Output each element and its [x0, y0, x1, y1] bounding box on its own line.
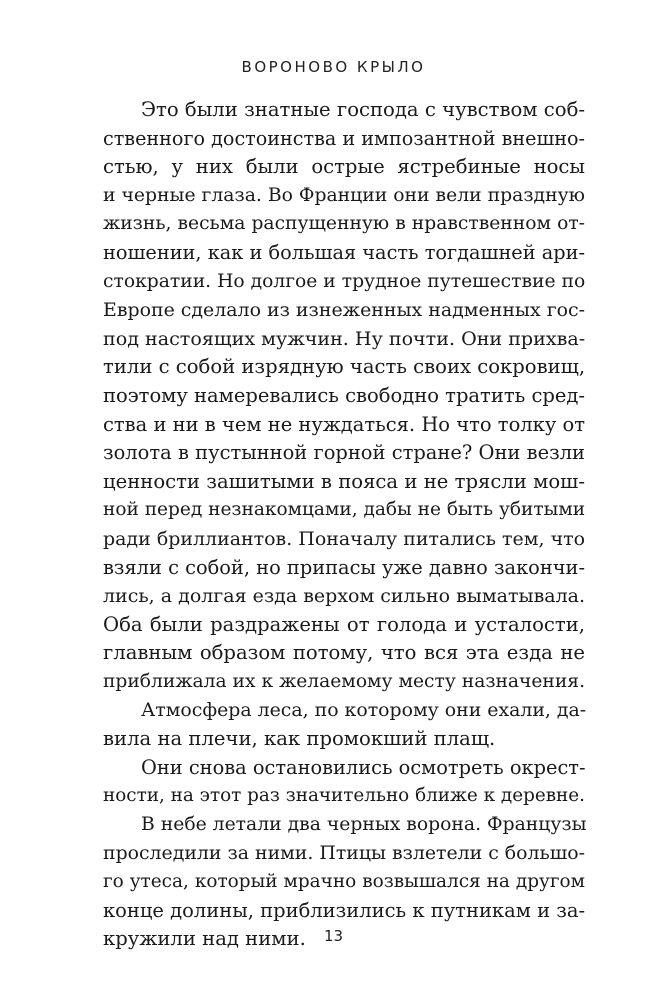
text-line: жизнь, весьма распущенную в нравственном от- — [103, 213, 585, 235]
text-line: взяли с собой, но припасы уже давно закончи- — [103, 555, 585, 579]
text-line: вила на плечи, как промокший плащ. — [103, 727, 496, 751]
text-line: лись, а долгая езда верхом сильно выматывала. — [103, 585, 585, 608]
text-line: ношении, как и большая часть тогдашней ари- — [103, 240, 585, 264]
text-line: Европе сделало из изнеженных надменных гос- — [103, 299, 585, 322]
text-line: ства и ни в чем не нуждаться. Но что толку от — [103, 412, 585, 436]
text-line: проследили за ними. Птицы взлетели с большо- — [103, 842, 585, 865]
text-line: ственного достоинства и импозантной внешно- — [103, 126, 585, 150]
text-line: золота в пустынной горной стране? Они везли — [103, 441, 585, 465]
text-line: ценности зашитыми в пояса и не трясли мош- — [103, 469, 585, 493]
body-text — [103, 96, 585, 954]
text-line: Оба были раздражены от голода и усталости, — [103, 612, 585, 636]
text-line: главным образом потому, что вся эта езда не — [103, 641, 585, 665]
page-number: 13 — [323, 927, 344, 945]
text-line: В небе летали два черных ворона. Французы — [141, 813, 587, 835]
text-line: тили с собой изрядную часть своих сокровищ, — [103, 355, 586, 379]
running-head: ВОРОНОВО КРЫЛО — [241, 58, 426, 76]
text-line: ности, на этот раз значительно ближе к деревне. — [103, 785, 585, 807]
text-line: под настоящих мужчин. Ну почти. Они прихва- — [103, 327, 586, 350]
text-line: Это были знатные господа с чувством соб- — [141, 98, 585, 121]
text-line: ной перед незнакомцами, дабы не быть убитыми — [103, 499, 586, 521]
text-line: стью, у них были острые ястребиные носы — [103, 155, 585, 179]
text-line: ради бриллиантов. Поначалу питались тем, что — [103, 527, 585, 550]
text-line: приближала их к желаемому месту назначения. — [103, 670, 585, 692]
text-line: Они снова остановились осмотреть окрест- — [141, 755, 586, 779]
text-line: поэтому намеревались свободно тратить сред- — [103, 383, 585, 407]
text-line: конце долины, приблизились к путникам и за- — [103, 898, 586, 922]
text-line: Атмосфера леса, по которому они ехали, да- — [141, 699, 587, 722]
text-line: кружили над ними. — [103, 927, 306, 951]
text-line: стократии. Но долгое и трудное путешествие по — [103, 270, 586, 292]
text-line: го утеса, который мрачно возвышался на другом — [103, 871, 585, 893]
text-line: и черные глаза. Во Франции они вели праздную — [103, 184, 585, 206]
